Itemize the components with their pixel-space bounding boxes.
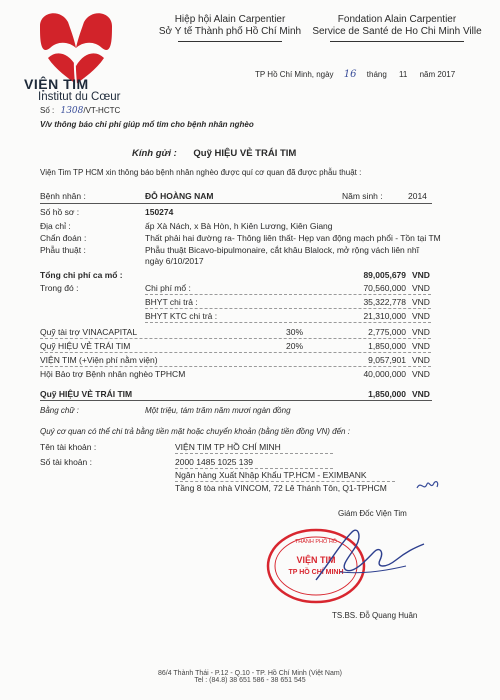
sponsor-currency: VND: [412, 341, 430, 351]
cost-item-label: BHYT chi trả :: [145, 297, 198, 307]
ref-label: Số :: [40, 106, 55, 115]
cost-item-currency: VND: [412, 297, 430, 307]
signer-name: TS.BS. Đỗ Quang Huân: [332, 611, 418, 620]
bank-name-rule: [175, 481, 395, 482]
header-right-line2: Service de Santé de Ho Chi Minh Ville: [312, 26, 482, 37]
account-name: VIỆN TIM TP HỒ CHÍ MINH: [175, 442, 281, 452]
cost-item-value: 35,322,778: [363, 297, 406, 307]
fund-total-label: Quỹ HIỆU VẺ TRÁI TIM: [40, 389, 133, 399]
total-value: 89,005,679: [363, 270, 406, 280]
date-day: 16: [343, 69, 357, 80]
bank-address: Tầng 8 tòa nhà VINCOM, 72 Lê Thánh Tôn, Q1-TPHCM: [175, 483, 387, 493]
salutation-label: Kính gửi :: [132, 148, 177, 159]
vien-tim-logo-icon: [34, 8, 118, 86]
sponsor-rule: [40, 352, 431, 353]
account-no-label: Số tài khoản :: [40, 457, 92, 467]
ref-suffix: /VT-HCTC: [83, 106, 121, 115]
account-name-rule: [175, 453, 333, 454]
surgery-label: Phẫu thuật :: [40, 245, 86, 255]
sponsor-value: 1,850,000: [368, 341, 406, 351]
sponsor-value: 9,057,901: [368, 355, 406, 365]
cost-item-currency: VND: [412, 283, 430, 293]
svg-text:THÀNH PHỐ HỒ: THÀNH PHỐ HỒ: [294, 539, 338, 545]
address-label: Địa chỉ :: [40, 221, 71, 231]
amount-words: Một triệu, tám trăm năm mươi ngàn đồng: [145, 406, 291, 415]
patient-name: ĐỖ HOÀNG NAM: [145, 191, 214, 201]
date-prefix: TP Hồ Chí Minh, ngày: [255, 70, 334, 79]
sponsor-currency: VND: [412, 355, 430, 365]
fund-total-rule: [40, 400, 432, 401]
fund-total-currency: VND: [412, 389, 430, 399]
account-no: 2000 1485 1025 139: [175, 457, 253, 467]
birth-year: 2014: [408, 191, 427, 201]
sponsor-rule: [40, 366, 431, 367]
bank-name: Ngân hàng Xuất Nhập Khẩu TP.HCM - EXIMBANK: [175, 470, 367, 480]
cost-item-label: Chi phí mổ :: [145, 283, 191, 293]
sponsor-value: 40,000,000: [363, 369, 406, 379]
intro-text: Viện Tim TP HCM xin thông báo bệnh nhân nghèo được quí cơ quan đã được phẫu thuật :: [40, 168, 362, 177]
header-right: [300, 14, 494, 38]
sponsor-label: VIỆN TIM (+Viện phí nằm viện): [40, 355, 158, 365]
sponsor-label: Quỹ HIỆU VẺ TRÁI TIM: [40, 341, 131, 351]
address-value: ấp Xà Nách, x Bà Hòn, h Kiên Lương, Kiên Giang: [145, 221, 333, 231]
sponsor-label: Hội Bảo trợ Bệnh nhân nghèo TPHCM: [40, 369, 186, 379]
cost-item-rule: [145, 308, 431, 309]
cost-item-value: 21,310,000: [363, 311, 406, 321]
subject: V/v thông báo chi phí giúp mổ tim cho bệnh nhân nghèo: [40, 120, 254, 129]
cost-item-rule: [145, 322, 431, 323]
sponsor-currency: VND: [412, 327, 430, 337]
sponsor-pct: 20%: [286, 341, 304, 351]
svg-text:VIỆN TIM: VIỆN TIM: [296, 555, 336, 565]
header-left-line2: Sở Y tế Thành phố Hồ Chí Minh: [158, 26, 302, 37]
sponsor-value: 2,775,000: [368, 327, 406, 337]
footer-address: 86/4 Thành Thái - P.12 - Q.10 - TP. Hồ Chí Minh (Việt Nam): [157, 670, 343, 677]
amount-words-label: Bằng chữ :: [40, 406, 79, 415]
footer: [0, 670, 500, 684]
date-line: [255, 69, 455, 80]
sponsor-rule: [40, 338, 431, 339]
patient-name-label: Bệnh nhân :: [40, 191, 86, 201]
cost-item-currency: VND: [412, 311, 430, 321]
header-left-line1: Hiệp hội Alain Carpentier: [174, 14, 286, 25]
record-number: 150274: [145, 207, 174, 217]
surgery-value-line1: Phẫu thuật Bicavo-bipulmonaire, cắt khâu Blalock, mở rộng vách liên nhĩ: [145, 245, 419, 255]
birth-label: Năm sinh :: [342, 191, 383, 201]
record-label: Số hồ sơ :: [40, 207, 80, 217]
date-month: 11: [399, 70, 408, 79]
header-right-underline: [330, 41, 464, 42]
diagnosis-label: Chẩn đoán :: [40, 233, 87, 243]
signature-title: Giám Đốc Viện Tim: [338, 509, 407, 518]
salutation-recipient: Quỹ HIỆU VẺ TRÁI TIM: [193, 148, 297, 159]
surgery-value-line2: ngày 6/10/2017: [145, 256, 204, 266]
svg-text:TP HỒ CHÍ MINH: TP HỒ CHÍ MINH: [288, 569, 344, 576]
account-name-label: Tên tài khoản :: [40, 442, 97, 452]
salutation: [132, 148, 296, 159]
header-left-underline: [178, 41, 282, 42]
handwritten-signature-icon: [310, 522, 430, 592]
logo-subtitle: Institut du Cœur: [38, 91, 121, 103]
fund-total-value: 1,850,000: [368, 389, 406, 399]
date-month-label: tháng: [366, 70, 387, 79]
cost-item-value: 70,560,000: [363, 283, 406, 293]
header-left: [150, 14, 310, 38]
sponsor-label: Quỹ tài trợ VINACAPITAL: [40, 327, 138, 337]
sponsor-pct: 30%: [286, 327, 304, 337]
reference-line: [40, 106, 120, 116]
footer-phone: Tel : (84.8) 38 651 586 - 38 651 545: [194, 677, 306, 684]
diagnosis-value: Thất phải hai đường ra- Thông liên thất- Hẹp van động mạch phổi - Tồn tại TM: [145, 233, 441, 243]
breakdown-label: Trong đó :: [40, 283, 79, 293]
cost-item-label: BHYT KTC chi trả :: [145, 311, 218, 321]
cost-item-rule: [145, 294, 431, 295]
transfer-intro: Quý cơ quan có thể chi trả bằng tiền mặt hoặc chuyển khoản (bằng tiền đồng VN) đến :: [40, 427, 350, 436]
patient-name-rule: [40, 203, 432, 204]
date-year: năm 2017: [419, 70, 456, 79]
logo-name: VIỆN TIM: [24, 76, 89, 92]
ref-number: 1308: [60, 106, 84, 116]
account-no-rule: [175, 468, 333, 469]
sponsor-currency: VND: [412, 369, 430, 379]
initials-mark-icon: [415, 478, 441, 494]
header-right-line1: Fondation Alain Carpentier: [337, 14, 457, 25]
total-label: Tổng chi phí ca mổ :: [40, 270, 123, 280]
total-currency: VND: [412, 270, 430, 280]
